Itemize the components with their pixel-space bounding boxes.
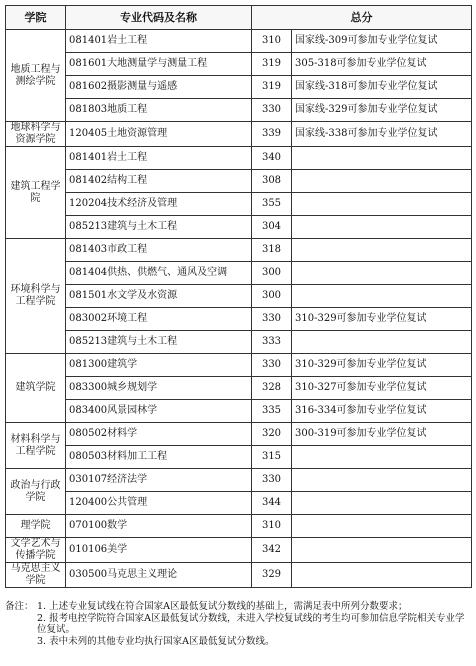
note-cell bbox=[292, 170, 472, 193]
note-cell bbox=[292, 469, 472, 492]
major-cell: 081602摄影测量与遥感 bbox=[66, 76, 252, 99]
college-cell: 理学院 bbox=[6, 515, 66, 538]
score-cell: 315 bbox=[252, 446, 292, 469]
major-cell: 081803地质工程 bbox=[66, 99, 252, 122]
college-cell: 建筑学院 bbox=[6, 354, 66, 423]
table-row bbox=[6, 469, 472, 492]
score-cell: 319 bbox=[252, 76, 292, 99]
major-cell: 085213建筑与土木工程 bbox=[66, 216, 252, 239]
score-cell: 330 bbox=[252, 354, 292, 377]
note-cell bbox=[292, 446, 472, 469]
major-cell: 030500马克思主义理论 bbox=[66, 563, 252, 588]
note-cell: 300-319可参加专业学位复试 bbox=[292, 423, 472, 446]
college-cell: 建筑工程学院 bbox=[6, 147, 66, 239]
score-cell: 320 bbox=[252, 423, 292, 446]
note-cell bbox=[292, 285, 472, 308]
table-row bbox=[6, 53, 472, 76]
note-cell bbox=[292, 193, 472, 216]
major-cell: 081300建筑学 bbox=[66, 354, 252, 377]
score-cell: 310 bbox=[252, 30, 292, 53]
college-cell: 文学艺术与传播学院 bbox=[6, 538, 66, 563]
note-cell: 310-329可参加专业学位复试 bbox=[292, 354, 472, 377]
score-cell: 333 bbox=[252, 331, 292, 354]
score-cell: 329 bbox=[252, 563, 292, 588]
note-cell: 310-329可参加专业学位复试 bbox=[292, 308, 472, 331]
table-row bbox=[6, 492, 472, 515]
table-row bbox=[6, 30, 472, 53]
table-row bbox=[6, 308, 472, 331]
note-cell bbox=[292, 515, 472, 538]
score-cell: 304 bbox=[252, 216, 292, 239]
college-cell: 马克思主义学院 bbox=[6, 563, 66, 588]
score-table bbox=[5, 5, 472, 588]
major-cell: 081404供热、供燃气、通风及空调 bbox=[66, 262, 252, 285]
score-cell: 339 bbox=[252, 122, 292, 147]
table-row bbox=[6, 285, 472, 308]
table-row bbox=[6, 170, 472, 193]
table-row bbox=[6, 331, 472, 354]
score-cell: 328 bbox=[252, 377, 292, 400]
major-cell: 081601大地测量学与测量工程 bbox=[66, 53, 252, 76]
table-row bbox=[6, 239, 472, 262]
table-row bbox=[6, 423, 472, 446]
major-cell: 085213建筑与土木工程 bbox=[66, 331, 252, 354]
major-cell: 081401岩土工程 bbox=[66, 30, 252, 53]
header-row bbox=[6, 6, 472, 30]
score-cell: 355 bbox=[252, 193, 292, 216]
table-body bbox=[6, 30, 472, 588]
major-cell: 120400公共管理 bbox=[66, 492, 252, 515]
major-cell: 081401岩土工程 bbox=[66, 147, 252, 170]
note-cell bbox=[292, 563, 472, 588]
major-cell: 120204技术经济及管理 bbox=[66, 193, 252, 216]
major-cell: 081402结构工程 bbox=[66, 170, 252, 193]
college-cell: 地质工程与测绘学院 bbox=[6, 30, 66, 122]
table-row bbox=[6, 193, 472, 216]
score-cell: 340 bbox=[252, 147, 292, 170]
major-cell: 120405土地资源管理 bbox=[66, 122, 252, 147]
major-cell: 080503材料加工工程 bbox=[66, 446, 252, 469]
major-cell: 070100数学 bbox=[66, 515, 252, 538]
table-row bbox=[6, 515, 472, 538]
score-cell: 319 bbox=[252, 53, 292, 76]
college-cell: 政治与行政学院 bbox=[6, 469, 66, 515]
score-cell: 330 bbox=[252, 308, 292, 331]
note-cell: 国家线-338可参加专业学位复试 bbox=[292, 122, 472, 147]
header-total: 总分 bbox=[252, 6, 472, 30]
note-cell: 316-334可参加专业学位复试 bbox=[292, 400, 472, 423]
college-cell: 环境科学与工程学院 bbox=[6, 239, 66, 354]
score-cell: 308 bbox=[252, 170, 292, 193]
table-row bbox=[6, 563, 472, 588]
table-row bbox=[6, 216, 472, 239]
table-row bbox=[6, 354, 472, 377]
note-cell: 国家线-318可参加专业学位复试 bbox=[292, 76, 472, 99]
notes-section bbox=[5, 601, 471, 647]
table-row bbox=[6, 446, 472, 469]
score-cell: 342 bbox=[252, 538, 292, 563]
score-cell: 300 bbox=[252, 285, 292, 308]
college-cell: 地球科学与资源学院 bbox=[6, 122, 66, 147]
note-cell: 国家线-309可参加专业学位复试 bbox=[292, 30, 472, 53]
note-cell bbox=[292, 216, 472, 239]
major-cell: 083002环境工程 bbox=[66, 308, 252, 331]
score-cell: 330 bbox=[252, 469, 292, 492]
major-cell: 080502材料学 bbox=[66, 423, 252, 446]
header-major: 专业代码及名称 bbox=[66, 6, 252, 30]
major-cell: 030107经济法学 bbox=[66, 469, 252, 492]
major-cell: 081403市政工程 bbox=[66, 239, 252, 262]
score-cell: 344 bbox=[252, 492, 292, 515]
score-cell: 318 bbox=[252, 239, 292, 262]
score-cell: 310 bbox=[252, 515, 292, 538]
note-cell bbox=[292, 147, 472, 170]
table-row bbox=[6, 76, 472, 99]
major-cell: 081501水文学及水资源 bbox=[66, 285, 252, 308]
major-cell: 083400风景园林学 bbox=[66, 400, 252, 423]
table-row bbox=[6, 377, 472, 400]
score-cell: 335 bbox=[252, 400, 292, 423]
notes-label: 备注： bbox=[5, 601, 34, 612]
note-cell: 310-327可参加专业学位复试 bbox=[292, 377, 472, 400]
note-item-3: 3. 表中未列的其他专业均执行国家A区最低复试分数线。 bbox=[37, 635, 275, 647]
note-cell bbox=[292, 538, 472, 563]
score-cell: 300 bbox=[252, 262, 292, 285]
college-cell: 材料科学与工程学院 bbox=[6, 423, 66, 469]
note-cell bbox=[292, 331, 472, 354]
table-row bbox=[6, 400, 472, 423]
major-cell: 010106美学 bbox=[66, 538, 252, 563]
table-row bbox=[6, 122, 472, 147]
note-cell: 305-318可参加专业学位复试 bbox=[292, 53, 472, 76]
note-cell: 国家线-329可参加专业学位复试 bbox=[292, 99, 472, 122]
score-cell: 330 bbox=[252, 99, 292, 122]
header-college: 学院 bbox=[6, 6, 66, 30]
note-cell bbox=[292, 492, 472, 515]
note-cell bbox=[292, 262, 472, 285]
note-item-2: 2. 报考电控学院符合国家A区最低复试分数线，未进入学校复试线的考生均可参加信息学院相关专业学位复试。 bbox=[37, 612, 465, 635]
note-item-1: 1. 上述专业复试线在符合国家A区最低复试分数线的基础上，需满足表中所列分数要求； bbox=[37, 601, 408, 612]
note-cell bbox=[292, 239, 472, 262]
table-row bbox=[6, 99, 472, 122]
table-row bbox=[6, 262, 472, 285]
table-row bbox=[6, 538, 472, 563]
table-row bbox=[6, 147, 472, 170]
major-cell: 083300城乡规划学 bbox=[66, 377, 252, 400]
